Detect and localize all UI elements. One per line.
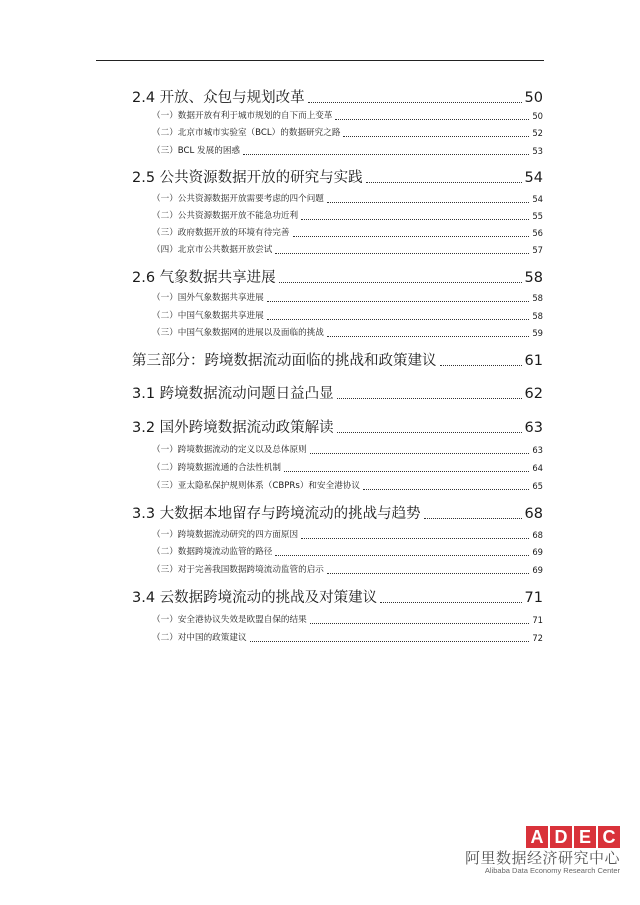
toc-section-entry[interactable] (132, 383, 543, 405)
toc-page-number: 55 (532, 211, 543, 221)
toc-dot-leader (363, 489, 529, 490)
toc-entry-title: 3.2 国外跨境数据流动政策解读 (132, 420, 334, 436)
toc-dot-leader (275, 253, 529, 254)
toc-dot-leader (308, 102, 522, 103)
toc-dot-leader (337, 398, 522, 399)
toc-dot-leader (380, 602, 521, 603)
toc-dot-leader (310, 453, 530, 454)
toc-page-number: 64 (532, 463, 543, 473)
toc-entry-title: （一）跨境数据流动研究的四方面原因 (152, 530, 299, 540)
toc-entry-title: （三）对于完善我国数据跨境流动监管的启示 (152, 565, 324, 575)
toc-entry-title: （二）数据跨境流动监管的路径 (152, 547, 273, 557)
toc-entry-title: 2.6 气象数据共享进展 (132, 270, 276, 286)
toc-subsection-entry[interactable] (152, 309, 543, 323)
toc-subsection-entry[interactable] (152, 461, 543, 475)
logo-english-name: Alibaba Data Economy Research Center (484, 866, 620, 875)
toc-subsection-entry[interactable] (152, 528, 543, 542)
toc-entry-title: （一）国外气象数据共享进展 (152, 293, 264, 303)
toc-dot-leader (275, 555, 529, 556)
toc-page-number: 50 (532, 111, 543, 121)
toc-section-entry[interactable] (132, 587, 543, 609)
toc-entry-title: 3.4 云数据跨境流动的挑战及对策建议 (132, 590, 378, 606)
toc-entry-title: （三）政府数据开放的环境有待完善 (152, 228, 290, 238)
toc-subsection-entry[interactable] (152, 243, 543, 257)
toc-page-number: 65 (532, 481, 543, 491)
toc-entry-title: （四）北京市公共数据开放尝试 (152, 245, 273, 255)
toc-entry-title: 3.3 大数据本地留存与跨境流动的挑战与趋势 (132, 506, 421, 522)
toc-entry-title: （一）跨境数据流动的定义以及总体原则 (152, 445, 307, 455)
toc-subsection-entry[interactable] (152, 563, 543, 577)
logo-letter: E (574, 826, 596, 848)
toc-subsection-entry[interactable] (152, 545, 543, 559)
toc-subsection-entry[interactable] (152, 443, 543, 457)
toc-section-entry[interactable] (132, 87, 543, 109)
toc-entry-title: （三）BCL 发展的困惑 (152, 146, 241, 156)
logo-letters (462, 826, 620, 848)
toc-page-number: 54 (524, 170, 543, 186)
toc-subsection-entry[interactable] (152, 479, 543, 493)
toc-subsection-entry[interactable] (152, 109, 543, 123)
toc-entry-title: （二）北京市城市实验室（BCL）的数据研究之路 (152, 128, 341, 138)
toc-subsection-entry[interactable] (152, 144, 543, 158)
toc-subsection-entry[interactable] (152, 631, 543, 645)
toc-dot-leader (284, 471, 529, 472)
toc-entry-title: 第三部分：跨境数据流动面临的挑战和政策建议 (132, 353, 437, 369)
toc-entry-title: （二）跨境数据流通的合法性机制 (152, 463, 281, 473)
toc-page-number: 59 (532, 328, 543, 338)
logo-letter: D (550, 826, 572, 848)
toc-page-number: 53 (532, 146, 543, 156)
toc-dot-leader (366, 182, 522, 183)
toc-entry-title: （一）安全港协议失效是欧盟自保的结果 (152, 615, 307, 625)
toc-dot-leader (279, 282, 522, 283)
toc-entry-title: （一）公共资源数据开放需要考虑的四个问题 (152, 194, 324, 204)
toc-subsection-entry[interactable] (152, 291, 543, 305)
toc-subsection-entry[interactable] (152, 192, 543, 206)
toc-dot-leader (301, 219, 529, 220)
toc-dot-leader (327, 202, 529, 203)
toc-page-number: 57 (532, 245, 543, 255)
toc-page-number: 72 (532, 633, 543, 643)
toc-section-entry[interactable] (132, 267, 543, 289)
toc-dot-leader (327, 336, 529, 337)
toc-entry-title: 2.5 公共资源数据开放的研究与实践 (132, 170, 363, 186)
toc-subsection-entry[interactable] (152, 126, 543, 140)
toc-section-entry[interactable] (132, 350, 543, 372)
toc-page-number: 71 (524, 590, 543, 606)
toc-entry-title: 2.4 开放、众包与规划改革 (132, 90, 305, 106)
toc-page-number: 58 (524, 270, 543, 286)
toc-dot-leader (310, 623, 530, 624)
toc-dot-leader (267, 301, 530, 302)
toc-page-number: 61 (524, 353, 543, 369)
toc-dot-leader (343, 136, 529, 137)
toc-page-number: 68 (532, 530, 543, 540)
toc-dot-leader (250, 641, 530, 642)
toc-entry-title: （三）亚太隐私保护规则体系（CBPRs）和安全港协议 (152, 481, 360, 491)
toc-page-number: 56 (532, 228, 543, 238)
toc-dot-leader (335, 119, 529, 120)
toc-page-number: 58 (532, 311, 543, 321)
toc-page-number: 63 (524, 420, 543, 436)
toc-dot-leader (293, 236, 530, 237)
toc-entry-title: （三）中国气象数据网的进展以及面临的挑战 (152, 328, 324, 338)
toc-entry-title: （二）对中国的政策建议 (152, 633, 247, 643)
toc-dot-leader (337, 432, 522, 433)
toc-page-number: 62 (524, 386, 543, 402)
toc-page-number: 69 (532, 547, 543, 557)
logo-letter: A (526, 826, 548, 848)
toc-dot-leader (243, 154, 529, 155)
toc-subsection-entry[interactable] (152, 613, 543, 627)
toc-subsection-entry[interactable] (152, 326, 543, 340)
toc-page-number: 50 (524, 90, 543, 106)
toc-dot-leader (440, 365, 522, 366)
logo-chinese-name: 阿里数据经济研究中心 (464, 849, 620, 867)
toc-page-number: 54 (532, 194, 543, 204)
toc-subsection-entry[interactable] (152, 209, 543, 223)
toc-entry-title: （一）数据开放有利于城市规划的自下而上变革 (152, 111, 333, 121)
toc-dot-leader (301, 538, 529, 539)
toc-section-entry[interactable] (132, 167, 543, 189)
toc-section-entry[interactable] (132, 503, 543, 525)
toc-page-number: 69 (532, 565, 543, 575)
toc-page-number: 68 (524, 506, 543, 522)
toc-entry-title: 3.1 跨境数据流动问题日益凸显 (132, 386, 334, 402)
toc-page-number: 63 (532, 445, 543, 455)
toc-dot-leader (327, 573, 529, 574)
toc-entry-title: （二）公共资源数据开放不能急功近利 (152, 211, 299, 221)
adec-logo (462, 826, 620, 878)
toc-dot-leader (424, 518, 522, 519)
toc-page-number: 52 (532, 128, 543, 138)
logo-letter: C (598, 826, 620, 848)
toc-section-entry[interactable] (132, 417, 543, 439)
toc-dot-leader (267, 319, 530, 320)
toc-page-number: 71 (532, 615, 543, 625)
toc-subsection-entry[interactable] (152, 226, 543, 240)
toc-entry-title: （二）中国气象数据共享进展 (152, 311, 264, 321)
toc-page-number: 58 (532, 293, 543, 303)
